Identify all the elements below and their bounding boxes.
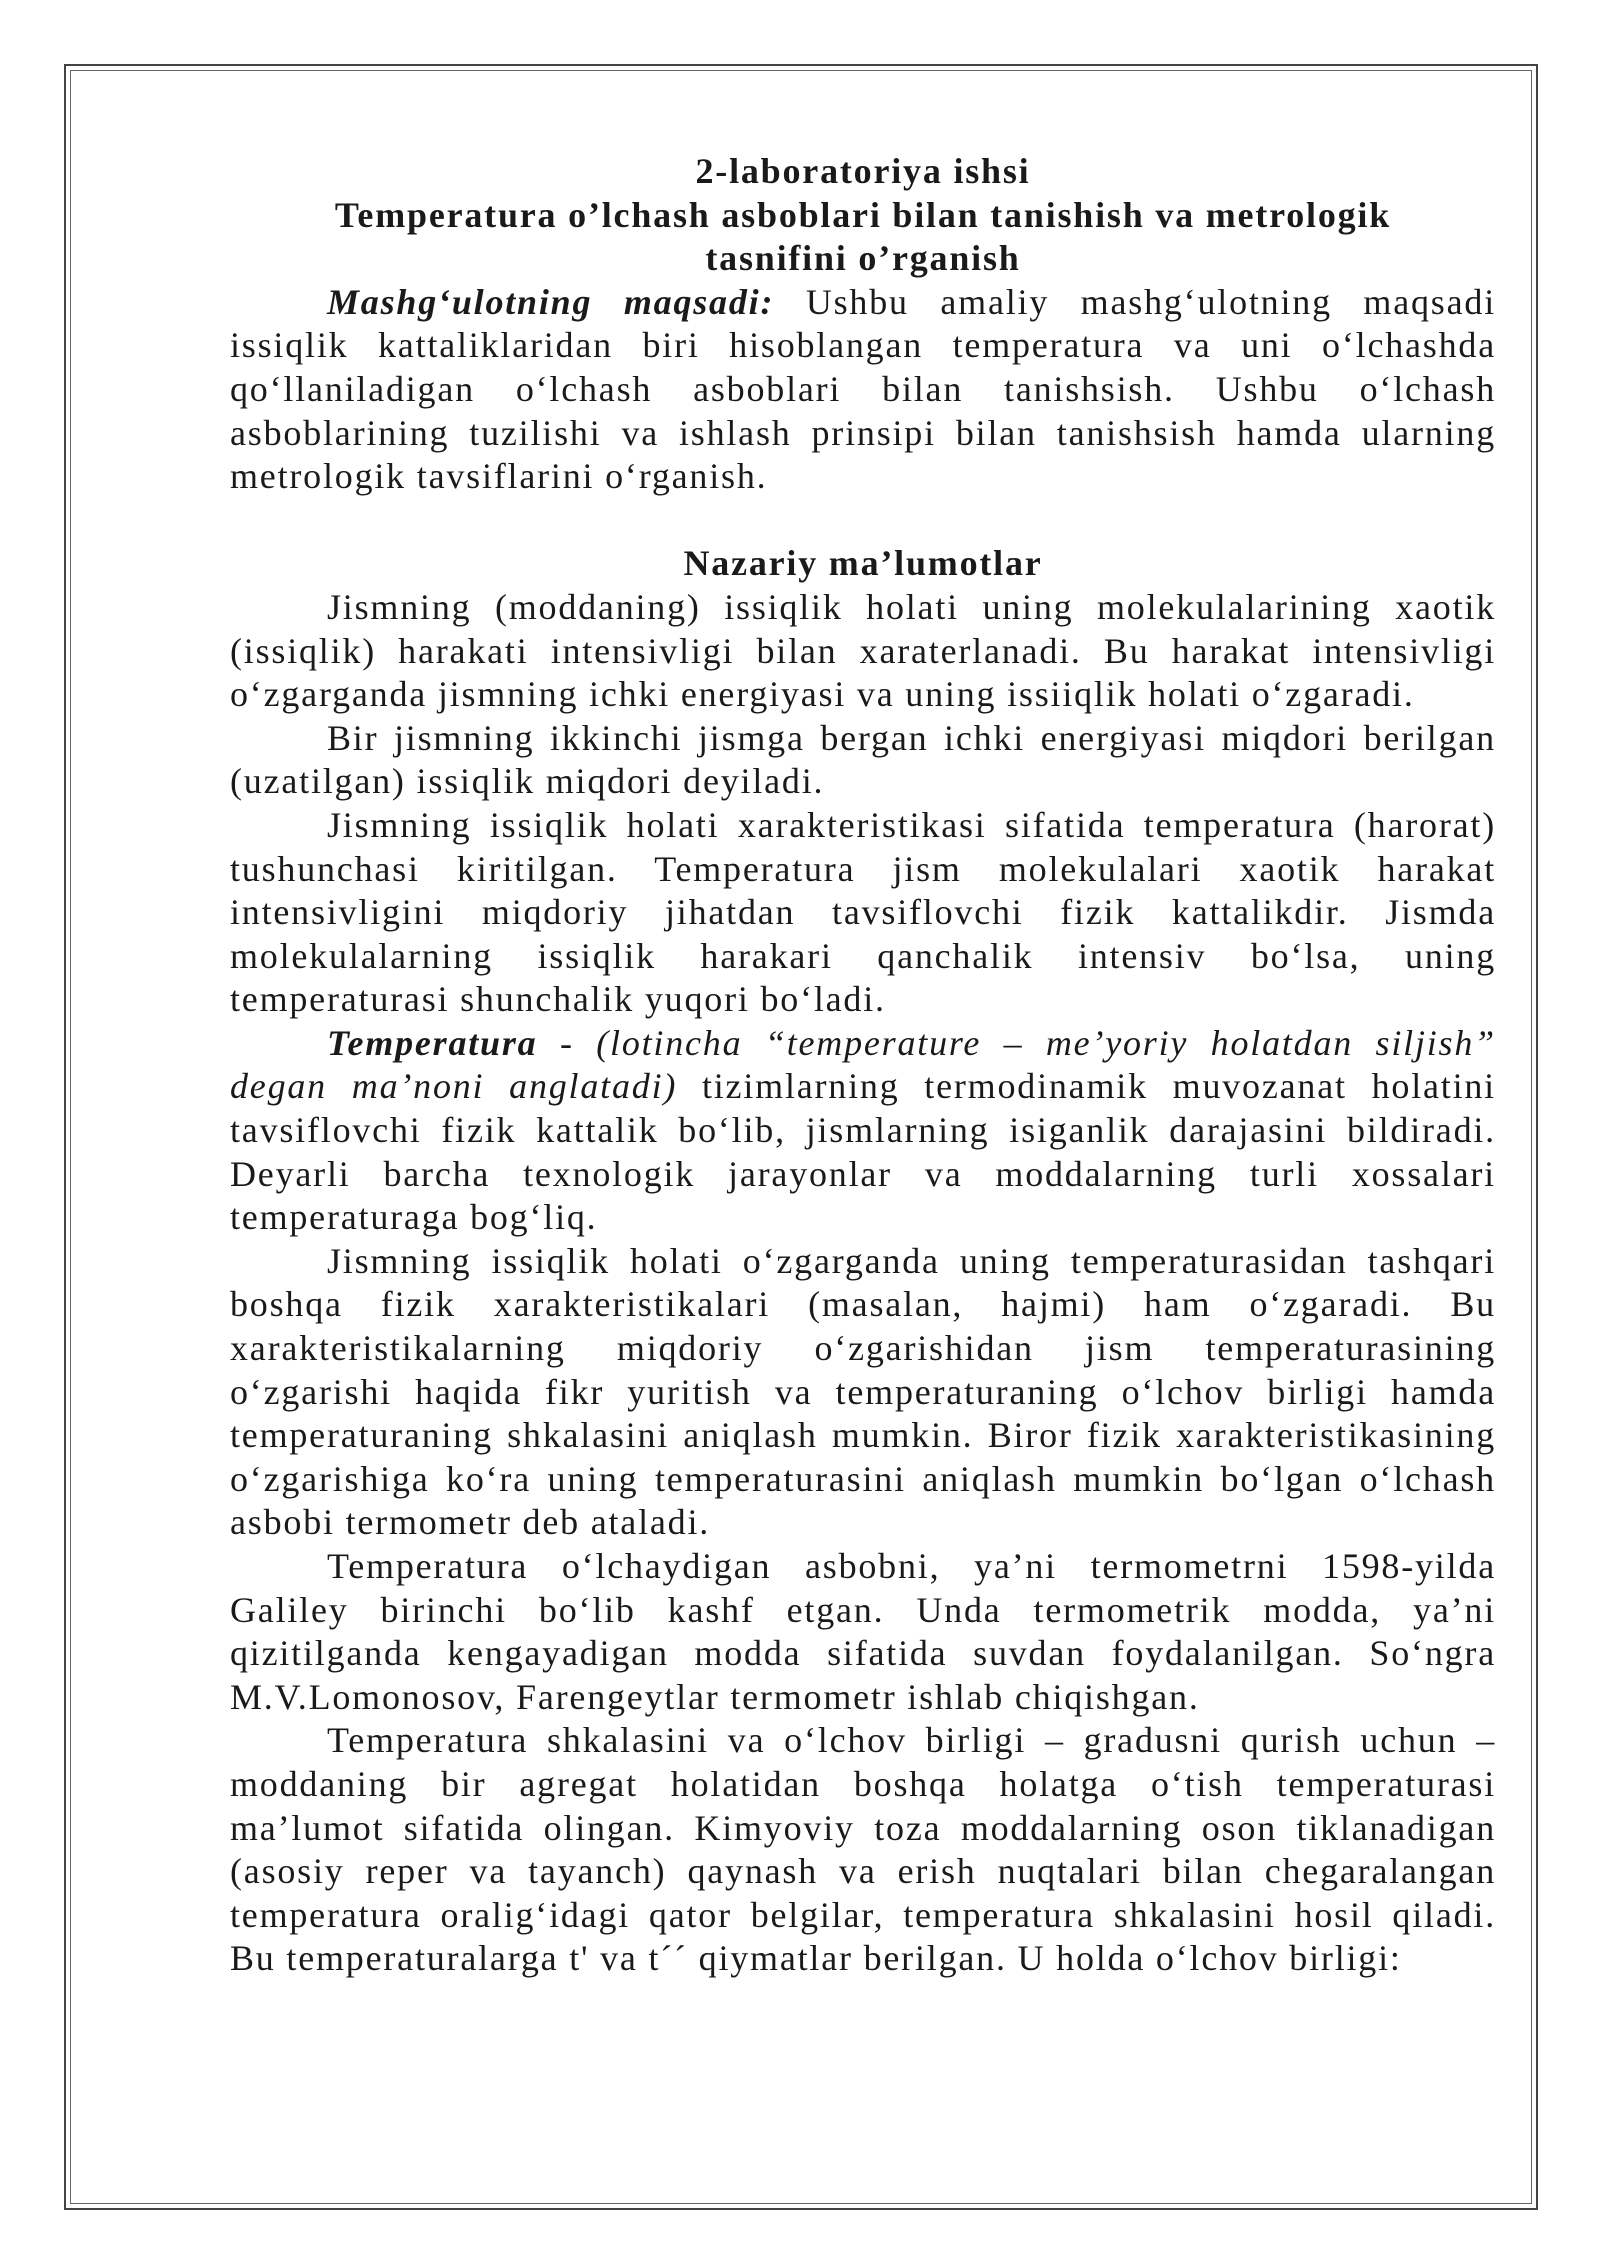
section-spacer bbox=[230, 499, 1496, 543]
document-title-line1: Temperatura o’lchash asboblari bilan tanishish va metrologik bbox=[334, 194, 1392, 235]
paragraph-4 bbox=[230, 1022, 1496, 1240]
purpose-label: Mashg‘ulotning maqsadi: bbox=[327, 281, 775, 322]
section-heading: Nazariy ma’lumotlar bbox=[683, 543, 1043, 584]
paragraph-1: Jismning (moddaning) issiqlik holati uning molekulalarining xaotik (issiqlik) harakati intensivligi bilan xaraterlanadi. Bu harakat intensivligi o‘zgarganda jismning ichki energiyasi va uning issiiqlik holati o‘zgaradi. bbox=[230, 586, 1496, 715]
document-body bbox=[230, 150, 1496, 1981]
paragraph-7: Temperatura shkalasini va o‘lchov birligi – gradusni qurish uchun – moddaning bir agregat holatidan boshqa holatga o‘tish temperaturasi ma’lumot sifatida olingan. Kimyoviy toza moddalarning oson tiklanadigan (asosiy reper va tayanch) qaynash va erish nuqtalari bilan chegaralangan temperatura oralig‘idagi qator belgilar, temperatura shkalasini hosil qiladi. Bu temperaturalarga t' va t´´ qiymatlar berilgan. U holda o‘lchov birligi: bbox=[230, 1720, 1496, 1979]
temperature-etymology: - (lotincha “temperature – me’yoriy holatdan siljish” degan ma’noni anglatadi) bbox=[230, 1022, 1496, 1107]
document-title-line2: tasnifini o’rganish bbox=[705, 238, 1021, 279]
paragraph-6: Temperatura o‘lchaydigan asbobni, ya’ni termometrni 1598-yilda Galiley birinchi bo‘lib kashf etgan. Unda termometrik modda, ya’ni qizitilganda kengayadigan modda sifatida suvdan foydalanilgan. So‘ngra M.V.Lomonosov, Farengeytlar termometr ishlab chiqishgan. bbox=[230, 1546, 1496, 1717]
lab-number-title: 2-laboratoriya ishsi bbox=[695, 151, 1031, 191]
paragraph-2: Bir jismning ikkinchi jismga bergan ichki energiyasi miqdori berilgan (uzatilgan) issiqlik miqdori deyiladi. bbox=[230, 717, 1496, 802]
purpose-text: Ushbu amaliy mashg‘ulotning maqsadi issiqlik kattaliklaridan biri hisoblangan temperatura va uni o‘lchashda qo‘llaniladigan o‘lchash asboblari bilan tanishsish. Ushbu o‘lchash asboblarining tuzilishi va ishlash prinsipi bilan tanishsish hamda ularning metrologik tavsiflarini o‘rganish. bbox=[230, 281, 1496, 497]
paragraph-3: Jismning issiqlik holati xarakteristikasi sifatida temperatura (harorat) tushunchasi kiritilgan. Temperatura jism molekulalari xaotik harakat intensivligini miqdoriy jihatdan tavsiflovchi fizik kattalikdir. Jismda molekulalarning issiqlik harakari qanchalik intensiv bo‘lsa, uning temperaturasi shunchalik yuqori bo‘ladi. bbox=[230, 804, 1496, 1020]
temperature-definition: tizimlarning termodinamik muvozanat holatini tavsiflovchi fizik kattalik bo‘lib, jismlarning isiganlik darajasini bildiradi. Deyarli barcha texnologik jarayonlar va moddalarning turli xossalari temperaturaga bog‘liq. bbox=[230, 1066, 1496, 1238]
paragraph-5: Jismning issiqlik holati o‘zgarganda uning temperaturasidan tashqari boshqa fizik xarakteristikalari (masalan, hajmi) ham o‘zgaradi. Bu xarakteristikalarning miqdoriy o‘zgarishidan jism temperaturasining o‘zgarishi haqida fikr yuritish va temperaturaning o‘lchov birligi hamda temperaturaning shkalasini aniqlash mumkin. Biror fizik xarakteristikasining o‘zgarishiga ko‘ra uning temperaturasini aniqlash mumkin bo‘lgan o‘lchash asbobi termometr deb ataladi. bbox=[230, 1240, 1496, 1543]
purpose-paragraph bbox=[230, 281, 1496, 499]
temperature-term: Temperatura bbox=[327, 1022, 538, 1063]
